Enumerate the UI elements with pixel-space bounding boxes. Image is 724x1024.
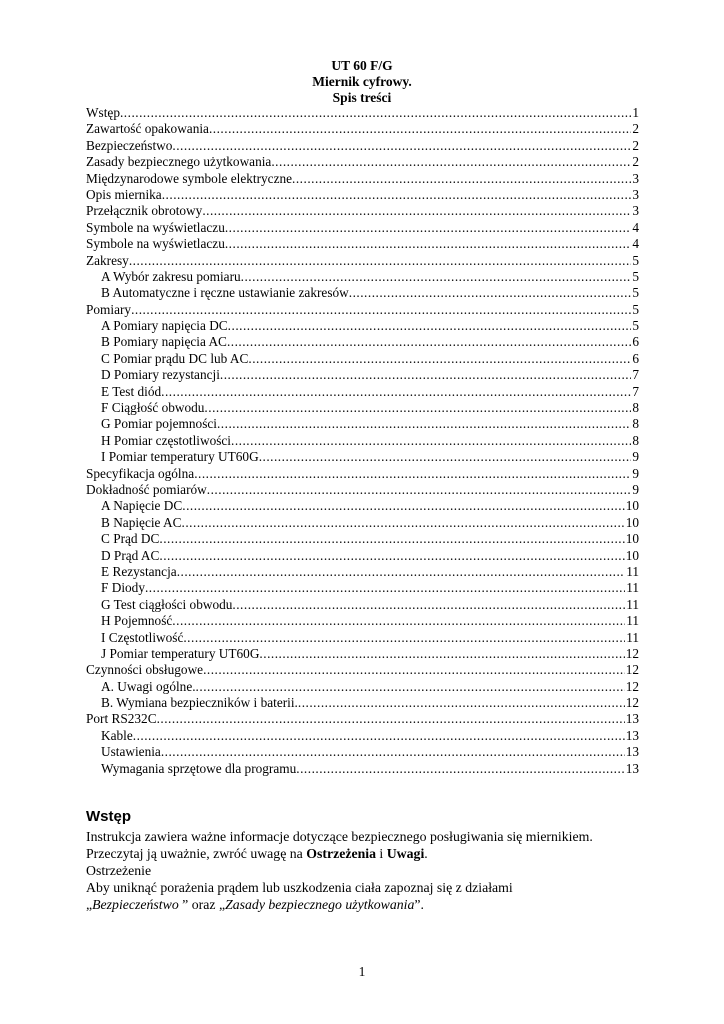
toc-entry[interactable] — [86, 253, 639, 269]
toc-leader-dots — [241, 269, 632, 285]
toc-entry-label: Ustawienia — [101, 744, 161, 760]
toc-entry[interactable] — [86, 416, 639, 432]
toc-entry[interactable] — [86, 466, 639, 482]
toc-entry[interactable] — [86, 154, 639, 170]
toc-entry-label: Opis miernika — [86, 186, 162, 202]
toc-leader-dots — [196, 679, 625, 695]
toc-entry-page: 10 — [625, 498, 639, 514]
toc-entry-page: 11 — [626, 580, 639, 596]
toc-entry-label: Czynności obsługowe — [86, 662, 204, 678]
toc-entry-label: Zasady bezpiecznego użytkowania — [86, 154, 272, 170]
toc-entry-label: Zawartość opakowania — [86, 121, 209, 137]
toc-entry-label: Symbole na wyświetlaczu — [86, 236, 225, 252]
toc-entry-page: 3 — [632, 186, 639, 202]
toc-entry-label: I Częstotliwość — [101, 629, 184, 645]
toc-entry[interactable] — [86, 236, 639, 252]
toc-entry-page: 3 — [632, 170, 639, 186]
model-title: UT 60 F/G — [331, 58, 393, 73]
toc-entry-page: 4 — [632, 219, 639, 235]
toc-heading: Spis treści — [332, 90, 392, 105]
toc-entry-page: 5 — [632, 285, 639, 301]
body-line: „Bezpieczeństwo ” oraz „Zasady bezpiecznego użytkowania”. — [86, 897, 424, 912]
toc-leader-dots — [271, 154, 631, 170]
toc-entry-page: 11 — [626, 563, 639, 579]
toc-entry-page: 11 — [626, 596, 639, 612]
toc-leader-dots — [159, 531, 624, 547]
ref-safe-use: Zasady bezpiecznego użytkowania — [225, 897, 415, 912]
toc-entry[interactable] — [86, 187, 639, 203]
toc-entry-label: F Ciągłość obwodu — [101, 400, 205, 416]
toc-entry-page: 9 — [632, 481, 639, 497]
toc-entry-page: 5 — [632, 252, 639, 268]
toc-entry-label: G Pomiar pojemności — [101, 416, 217, 432]
toc-entry-page: 8 — [632, 432, 639, 448]
toc-leader-dots — [182, 498, 624, 514]
toc-leader-dots — [204, 400, 631, 416]
toc-leader-dots — [259, 646, 624, 662]
toc-entry-label: B. Wymiana bezpieczników i baterii. — [101, 695, 298, 711]
toc-entry-label: A Napięcie DC — [101, 498, 183, 514]
toc-entry[interactable] — [86, 695, 639, 711]
body-line: Aby uniknąć porażenia prądem lub uszkodzenia ciała zapoznaj się z działami — [86, 880, 513, 895]
toc-leader-dots — [228, 318, 632, 334]
section-heading: Wstęp — [86, 808, 131, 825]
toc-entry-page: 10 — [625, 547, 639, 563]
body-line: Instrukcja zawiera ważne informacje dotyczące bezpiecznego posługiwania się miernikiem. — [86, 829, 593, 844]
toc-entry[interactable] — [86, 121, 639, 137]
toc-entry-label: Symbole na wyświetlaczu — [86, 219, 225, 235]
toc-leader-dots — [194, 466, 631, 482]
toc-entry-label: A Pomiary napięcia DC — [101, 318, 228, 334]
toc-leader-dots — [120, 105, 631, 121]
toc-leader-dots — [182, 515, 625, 531]
toc-leader-dots — [203, 662, 625, 678]
toc-leader-dots — [225, 236, 631, 252]
toc-entry-page: 2 — [632, 154, 639, 170]
toc-entry[interactable] — [86, 597, 639, 613]
toc-entry-page: 3 — [632, 203, 639, 219]
toc-entry[interactable] — [86, 318, 639, 334]
body-line: Przeczytaj ją uważnie, zwróć uwagę na Ostrzeżenia i Uwagi. — [86, 846, 428, 861]
page-number: 1 — [358, 964, 366, 979]
toc-entry-label: Dokładność pomiarów — [86, 481, 207, 497]
toc-entry[interactable] — [86, 105, 639, 121]
toc-leader-dots — [172, 138, 631, 154]
toc-entry[interactable] — [86, 728, 639, 744]
toc-leader-dots — [202, 203, 631, 219]
toc-entry-page: 9 — [632, 465, 639, 481]
toc-leader-dots — [161, 744, 625, 760]
toc-entry-label: Wstęp — [86, 105, 120, 120]
toc-leader-dots — [183, 630, 625, 646]
toc-entry[interactable] — [86, 711, 639, 727]
toc-entry-page: 7 — [632, 367, 639, 383]
toc-entry[interactable] — [86, 482, 639, 498]
toc-entry-page: 13 — [625, 760, 639, 776]
toc-leader-dots — [225, 220, 631, 236]
toc-entry-page: 9 — [632, 449, 639, 465]
toc-entry[interactable] — [86, 269, 639, 285]
toc-entry-page: 13 — [625, 727, 639, 743]
toc-entry[interactable] — [86, 433, 639, 449]
toc-leader-dots — [231, 433, 631, 449]
toc-entry[interactable] — [86, 351, 639, 367]
table-of-contents — [86, 105, 639, 777]
toc-leader-dots — [217, 416, 631, 432]
toc-leader-dots — [172, 613, 625, 629]
toc-entry[interactable] — [86, 564, 639, 580]
toc-leader-dots — [162, 187, 632, 203]
toc-entry-page: 6 — [632, 334, 639, 350]
toc-entry-label: D Pomiary rezystancji — [101, 367, 220, 383]
toc-entry-label: F Diody — [101, 580, 145, 596]
toc-entry-page: 5 — [632, 318, 639, 334]
ref-safety: Bezpieczeństwo — [92, 897, 179, 912]
toc-entry-label: D Prąd AC — [101, 547, 160, 563]
toc-entry[interactable] — [86, 761, 639, 777]
toc-entry[interactable] — [86, 171, 639, 187]
toc-entry[interactable] — [86, 334, 639, 350]
toc-entry[interactable] — [86, 498, 639, 514]
toc-entry-page: 10 — [625, 514, 639, 530]
toc-leader-dots — [145, 580, 625, 596]
toc-entry-label: B Pomiary napięcia AC — [101, 334, 227, 350]
toc-entry[interactable] — [86, 384, 639, 400]
toc-entry-page: 12 — [625, 695, 639, 711]
toc-leader-dots — [133, 728, 625, 744]
toc-entry[interactable] — [86, 285, 639, 301]
toc-entry[interactable] — [86, 400, 639, 416]
notes-emphasis: Uwagi — [386, 846, 425, 861]
toc-entry-label: Międzynarodowe symbole elektryczne — [86, 170, 293, 186]
toc-leader-dots — [248, 351, 631, 367]
toc-leader-dots — [177, 564, 626, 580]
toc-entry-label: Przełącznik obrotowy — [86, 203, 203, 219]
toc-entry-page: 6 — [632, 350, 639, 366]
warnings-emphasis: Ostrzeżenia — [306, 846, 376, 861]
toc-entry[interactable] — [86, 367, 639, 383]
toc-entry-page: 11 — [626, 629, 639, 645]
toc-entry[interactable] — [86, 613, 639, 629]
toc-entry-page: 8 — [632, 416, 639, 432]
toc-entry[interactable] — [86, 220, 639, 236]
toc-entry-label: Wymagania sprzętowe dla programu — [101, 760, 297, 776]
toc-leader-dots — [209, 121, 631, 137]
toc-entry-label: Zakresy — [86, 252, 129, 268]
toc-entry[interactable] — [86, 744, 639, 760]
toc-leader-dots — [131, 302, 631, 318]
toc-entry-page: 2 — [632, 137, 639, 153]
toc-entry-label: G Test ciągłości obwodu — [101, 596, 233, 612]
toc-entry-page: 7 — [632, 383, 639, 399]
toc-entry-label: Specyfikacja ogólna — [86, 465, 195, 481]
toc-entry-page: 1 — [632, 105, 639, 120]
toc-leader-dots — [292, 171, 631, 187]
toc-entry-label: A. Uwagi ogólne. — [101, 678, 196, 694]
toc-entry-label: Bezpieczeństwo — [86, 137, 173, 153]
toc-entry[interactable] — [86, 203, 639, 219]
toc-entry-page: 5 — [632, 268, 639, 284]
toc-leader-dots — [207, 482, 632, 498]
toc-entry-page: 13 — [625, 711, 639, 727]
toc-leader-dots — [159, 548, 624, 564]
toc-leader-dots — [161, 384, 631, 400]
toc-leader-dots — [129, 253, 632, 269]
toc-entry[interactable] — [86, 515, 639, 531]
toc-entry-label: J Pomiar temperatury UT60G — [101, 645, 260, 661]
toc-entry[interactable] — [86, 138, 639, 154]
toc-entry-page: 10 — [625, 531, 639, 547]
toc-entry-label: E Test diód — [101, 383, 162, 399]
toc-entry-label: Pomiary — [86, 301, 132, 317]
toc-entry-page: 8 — [632, 400, 639, 416]
section-body — [86, 828, 646, 913]
toc-entry-page: 12 — [625, 678, 639, 694]
toc-leader-dots — [232, 597, 625, 613]
toc-entry-page: 5 — [632, 301, 639, 317]
toc-entry[interactable] — [86, 662, 639, 678]
toc-entry-page: 11 — [626, 613, 639, 629]
document-subtitle: Miernik cyfrowy. — [312, 74, 412, 89]
toc-entry-label: E Rezystancja — [101, 563, 177, 579]
toc-entry-page: 4 — [632, 236, 639, 252]
toc-leader-dots — [227, 334, 631, 350]
toc-entry-page: 12 — [625, 662, 639, 678]
toc-entry-label: B Napięcie AC — [101, 514, 182, 530]
toc-entry-label: Port RS232C — [86, 711, 157, 727]
toc-entry-label: C Prąd DC — [101, 531, 160, 547]
toc-entry-page: 13 — [625, 744, 639, 760]
toc-leader-dots — [298, 695, 625, 711]
toc-entry-label: B Automatyczne i ręczne ustawianie zakresów — [101, 285, 349, 301]
toc-entry[interactable] — [86, 548, 639, 564]
toc-entry[interactable] — [86, 679, 639, 695]
toc-entry-page: 12 — [625, 645, 639, 661]
toc-entry-page: 2 — [632, 121, 639, 137]
warning-label: Ostrzeżenie — [86, 863, 152, 878]
toc-entry-label: H Pomiar częstotliwości — [101, 432, 231, 448]
toc-leader-dots — [296, 761, 624, 777]
toc-entry-label: H Pojemność — [101, 613, 173, 629]
toc-leader-dots — [220, 367, 631, 383]
toc-entry[interactable] — [86, 580, 639, 596]
toc-entry-label: A Wybór zakresu pomiaru — [101, 268, 241, 284]
toc-entry-label: I Pomiar temperatury UT60G — [101, 449, 259, 465]
toc-entry[interactable] — [86, 630, 639, 646]
toc-leader-dots — [349, 285, 632, 301]
toc-entry-label: C Pomiar prądu DC lub AC — [101, 350, 249, 366]
toc-entry[interactable] — [86, 646, 639, 662]
toc-entry[interactable] — [86, 302, 639, 318]
toc-entry-label: Kable — [101, 727, 133, 743]
toc-entry[interactable] — [86, 449, 639, 465]
toc-leader-dots — [259, 449, 632, 465]
toc-leader-dots — [157, 711, 625, 727]
toc-entry[interactable] — [86, 531, 639, 547]
